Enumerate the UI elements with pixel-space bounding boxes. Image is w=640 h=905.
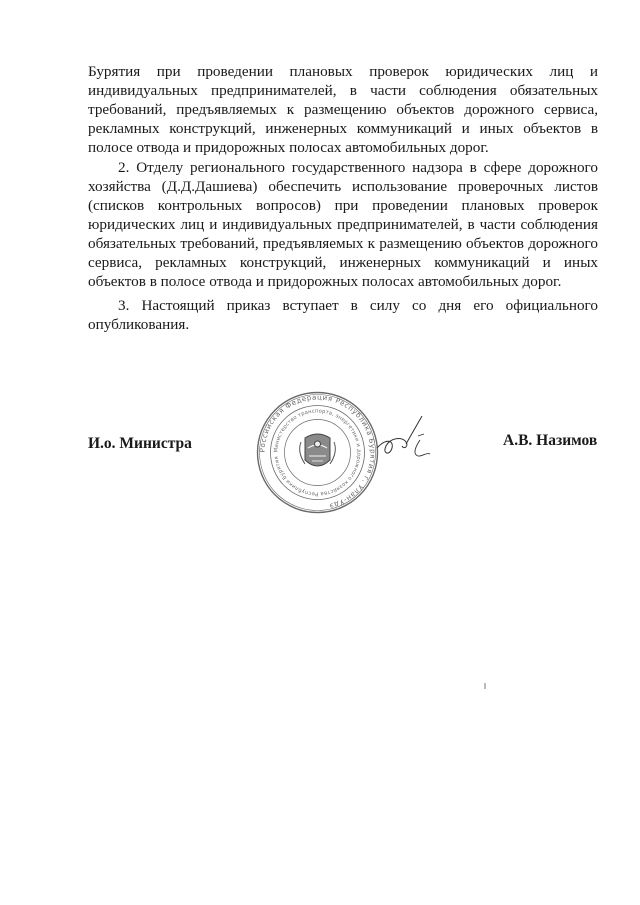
seal-outer-text: Российская Федерация Республика Бурятия г. Улан-Удэ <box>258 393 377 511</box>
position-title: И.о. Министра <box>88 435 192 452</box>
handwritten-signature-icon <box>372 410 442 470</box>
paragraph-2: 2. Отделу регионального государственного надзора в сфере дорожного хозяйства (Д.Д.Дашиева) обеспечить использование проверочных листов (списков контрольных вопросов) при проведении плановых проверок юридических лиц и индивидуальных предпринимателей, в части соблюдения обязательных требований, предъявляемых к размещению объектов дорожного сервиса, рекламных конструкций, инженерных коммуникаций и иных объектов в полосе отвода и придорожных полосах автомобильных дорог. <box>88 159 598 290</box>
seal-inner-text: Министерство транспорта, энергетики и дорожного хозяйства Республики Бурятия <box>273 408 362 497</box>
paragraph-3: 3. Настоящий приказ вступает в силу со дня его официального опубликования. <box>88 297 598 333</box>
scan-artifact <box>484 683 486 689</box>
paragraph-1: Бурятия при проведении плановых проверок юридических лиц и индивидуальных предпринимателей, в части соблюдения обязательных требований, предъявляемых к размещению объектов дорожного сервиса, рекламных конструкций, инженерных коммуникаций и иных объектов в полосе отвода и придорожных полосах автомобильных дорог. <box>88 63 598 156</box>
official-seal-icon <box>255 390 380 515</box>
signer-name: А.В. Назимов <box>503 432 598 449</box>
coat-of-arms-icon <box>300 434 336 466</box>
